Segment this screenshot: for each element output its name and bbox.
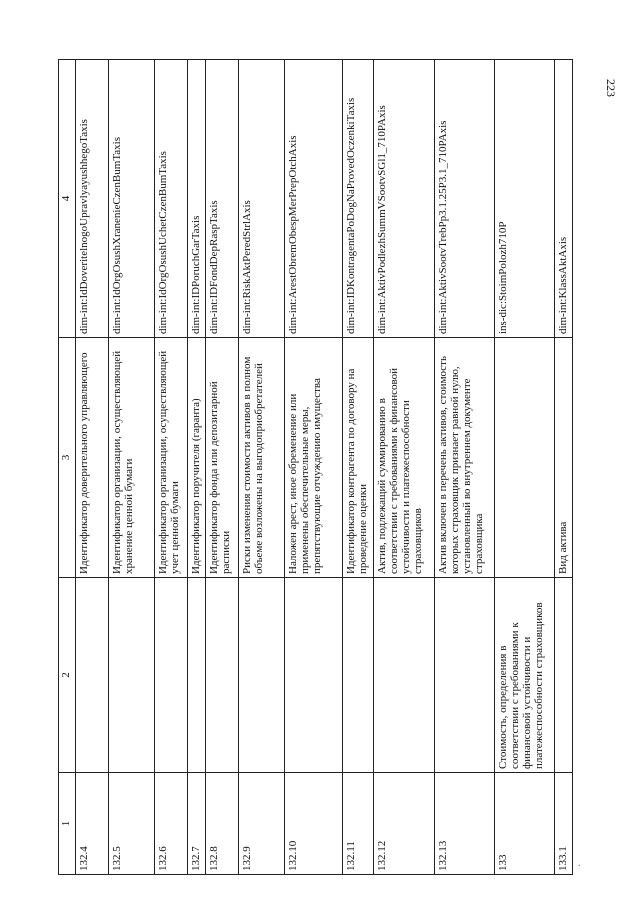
row-section: Стоимость, определения в соответствии с требованиями к финансовой устойчивости и платежеспособности страховщиков <box>494 578 554 773</box>
row-section <box>555 578 573 773</box>
table-row <box>109 60 155 875</box>
row-description: Идентификатор организации, осуществляющей учет ценной бумаги <box>155 338 188 578</box>
rotated-table-container <box>58 60 573 875</box>
row-description: Актив, подлежащий суммированию в соответствии с требованиями к финансовой устойчивости и платежеспособности страховщиков <box>374 338 434 578</box>
row-section <box>155 578 188 773</box>
row-code: 132.7 <box>188 773 206 875</box>
row-code: 132.5 <box>109 773 155 875</box>
table-row <box>555 60 573 875</box>
row-identifier: dim-int:KlassAktAxis <box>555 60 573 338</box>
row-section <box>205 578 238 773</box>
table-row <box>434 60 494 875</box>
row-section <box>109 578 155 773</box>
row-identifier: dim-int:IDKontragentaPoDogNaProvedOczenkiTaxis <box>343 60 374 338</box>
row-identifier: dim-int:RiskAktPeredStrlAxis <box>239 60 285 338</box>
row-description: Идентификатор доверительного управляющего <box>76 338 109 578</box>
row-description: Актив включен в перечень активов, стоимость которых страховщик признает равной нулю, установленный во внутреннем документе страховщика <box>434 338 494 578</box>
table-row <box>239 60 285 875</box>
stray-mark: . <box>578 858 581 869</box>
row-code: 132.6 <box>155 773 188 875</box>
row-identifier: dim-int:AktivPodlezhSummVSootvSGl1_710PAxis <box>374 60 434 338</box>
row-code: 132.8 <box>205 773 238 875</box>
row-description: Вид актива <box>555 338 573 578</box>
table-row <box>155 60 188 875</box>
taxonomy-table <box>58 59 573 875</box>
row-code: 132.10 <box>284 773 342 875</box>
page-number: 223 <box>604 79 618 97</box>
row-section <box>434 578 494 773</box>
table-row <box>205 60 238 875</box>
row-description: Наложен арест, иное обременение или применены обеспечительные меры, препятствующие отчуждению имущества <box>284 338 342 578</box>
rotated-table <box>58 60 573 875</box>
table-row <box>374 60 434 875</box>
row-description: Идентификатор организации, осуществляющей хранение ценной бумаги <box>109 338 155 578</box>
row-description: Идентификатор фонда или депозитарной расписки <box>205 338 238 578</box>
row-code: 132.4 <box>76 773 109 875</box>
row-code: 132.13 <box>434 773 494 875</box>
row-code: 132.11 <box>343 773 374 875</box>
row-identifier: dim-int:ArestObremObespMerPrepOtchAxis <box>284 60 342 338</box>
header-col-1: 1 <box>59 773 76 875</box>
row-identifier: ins-dic:StoimPolozh710P <box>494 60 554 338</box>
row-section <box>284 578 342 773</box>
row-section <box>188 578 206 773</box>
row-code: 132.9 <box>239 773 285 875</box>
row-identifier: dim-int:IDFondDepRaspTaxis <box>205 60 238 338</box>
row-description: Идентификатор поручителя (гаранта) <box>188 338 206 578</box>
header-row <box>59 60 76 875</box>
row-identifier: dim-int:AktivSootvTrebPp3.1.25P3.1_710PAxis <box>434 60 494 338</box>
row-section <box>374 578 434 773</box>
table-row <box>188 60 206 875</box>
row-code: 133.1 <box>555 773 573 875</box>
row-identifier: dim-int:IdOrgOsushUchetCzenBumTaxis <box>155 60 188 338</box>
table-row <box>284 60 342 875</box>
table-row <box>343 60 374 875</box>
row-description <box>494 338 554 578</box>
row-section <box>343 578 374 773</box>
row-identifier: dim-int:IdDoveritelnogoUpravlyayushhegoTaxis <box>76 60 109 338</box>
row-section <box>76 578 109 773</box>
row-description: Идентификатор контрагента по договору на проведение оценки <box>343 338 374 578</box>
table-row <box>494 60 554 875</box>
row-description: Риски изменения стоимости активов в полном объеме возложены на выгодоприобретателей <box>239 338 285 578</box>
header-col-4: 4 <box>59 60 76 338</box>
header-col-3: 3 <box>59 338 76 578</box>
table-row <box>76 60 109 875</box>
row-code: 133 <box>494 773 554 875</box>
row-section <box>239 578 285 773</box>
row-code: 132.12 <box>374 773 434 875</box>
row-identifier: dim-int:IDPoruchGarTaxis <box>188 60 206 338</box>
row-identifier: dim-int:IdOrgOsushXraneniеCzenBumTaxis <box>109 60 155 338</box>
header-col-2: 2 <box>59 578 76 773</box>
